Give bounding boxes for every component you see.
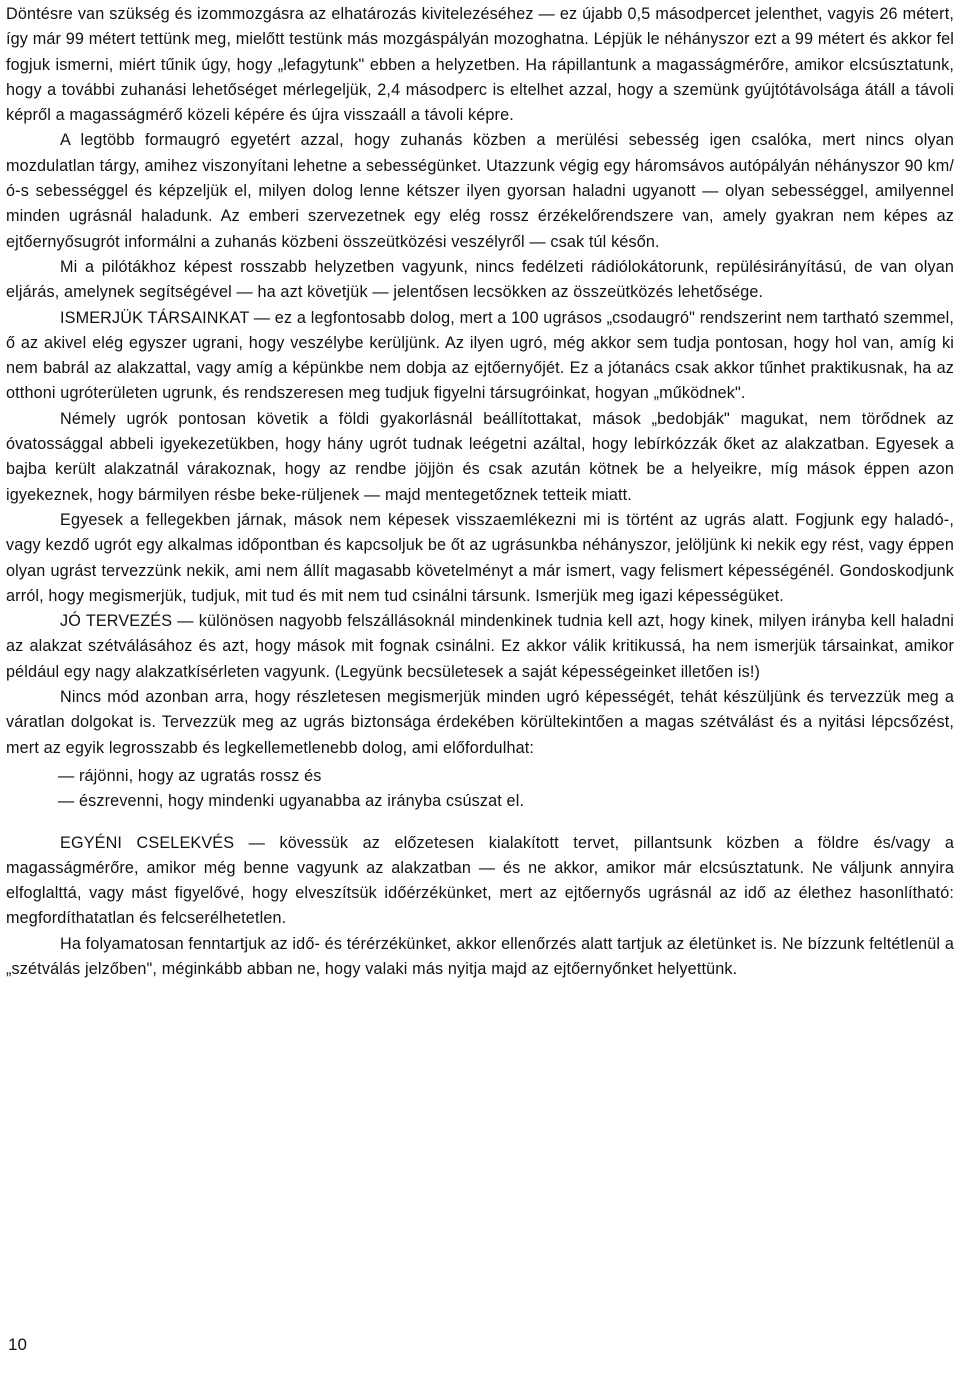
body-paragraph: Mi a pilótákhoz képest rosszabb helyzetben vagyunk, nincs fedélzeti rádiólokátorunk, repülésirányítású, de van olyan eljárás, amelynek segítségével — ha azt követjük — jelentősen lecsökken az összeütközés lehetősége.	[6, 257, 954, 302]
section-paragraph-egyeni-cselekves: EGYÉNI CSELEKVÉS — kövessük az előzetesen kialakított tervet, pillantsunk közben a földre és/vagy a magasságmérőre, amikor még benne vagyunk az alakzatban — és ne akkor, amikor már elcsúsztatunk. Ne váljunk annyira elfoglalttá, vagy mást figyelővé, hogy elveszítsük időérzékünket, mert az ejtőernyős ugrásnál az idő az élethez hasonlítható: megfordíthatatlan és felcserélhetetlen.	[6, 833, 954, 928]
body-paragraph: Ha folyamatosan fenntartjuk az idő- és térérzékünket, akkor ellenőrzés alatt tartjuk az életünket is. Ne bízzunk feltétlenül a „szétválás jelzőben", méginkább abban ne, hogy valaki más nyitja majd az ejtőernyőnket helyettünk.	[6, 934, 954, 978]
dash-list-item: — rájönni, hogy az ugratás rossz és	[58, 766, 322, 785]
section-paragraph-ismerjuk-tarsainkat: ISMERJÜK TÁRSAINKAT — ez a legfontosabb dolog, mert a 100 ugrásos „csodaugró" rendszerint nem tartható szemmel, ő az akivel elég egyszer ugrani, hogy veszélybe kerüljünk. Az ilyen ugró, még akkor sem tudja pontosan, hogy hol van, amíg ki nem babrál az alakzattal, vagy amíg a képünkbe nem dobja az ejtőernyőjét. Ez a jótanács csak akkor tűnhet praktikusnak, ha az otthoni ugróterületen ugrunk, és rendszeresen meg tudjuk figyelni társugróinkat, hogyan „működnek".	[6, 308, 954, 403]
body-paragraph: A legtöbb formaugró egyetért azzal, hogy zuhanás közben a merülési sebesség igen csalóka, mert nincs olyan mozdulatlan tárgy, amihez viszonyítani lehetne a sebességünket. Utazzunk végig egy háromsávos autópályán néhányszor 90 km/ó-s sebességgel és képzeljük el, milyen dolog lenne kétszer ilyen gyorsan haladni ugyanott — olyan sebességgel, amilyennel minden ugrásnál haladunk. Az emberi szervezetnek egy elég rossz érzékelőrendszere van, amely gyakran nem képes az ejtőernyősugrót informálni a zuhanás közbeni összeütközési veszélyről — csak túl későn.	[6, 131, 954, 251]
dash-list	[6, 764, 954, 815]
body-paragraph: Egyesek a fellegekben járnak, mások nem képesek visszaemlékezni mi is történt az ugrás alatt. Fogjunk egy haladó-, vagy kezdő ugrót egy alkalmas időpontban és kapcsoljuk be őt az ugrásunkba néhányszor, jelöljünk ki nekik egy rést, vagy éppen olyan ugrást tervezzünk nekik, ami nem állít magasabb követelményt a már ismert, vagy felismert képességénél. Gondoskodjunk arról, hogy megismerjük, tudjuk, mit tud és mit nem tud csinálni társunk. Ismerjük meg igazi képességüket.	[6, 510, 954, 605]
page-number: 10	[8, 1335, 27, 1354]
dash-list-item: — észrevenni, hogy mindenki ugyanabba az irányba csúszat el.	[58, 792, 525, 811]
body-paragraph: Döntésre van szükség és izommozgásra az elhatározás kivitelezéséhez — ez újabb 0,5 másodpercet jelenthet, vagyis 26 métert, így már 99 métert tettünk meg, mielőtt testünk más mozgáspályán mozoghatna. Lépjük le néhányszor ezt a 99 métert és akkor fel fogjuk ismerni, miért tűnik úgy, hogy „lefagytunk" ebben a helyzetben. Ha rápillantunk a magasságmérőre, amikor elcsúsztatunk, hogy a további zuhanási lehetőséget mérlegeljük, 2,4 másodperc is eltelhet azzal, hogy a szemünk gyújtótávolsága átáll a távoli képről a magasságmérő közeli képére és újra visszaáll a távoli képre.	[6, 5, 954, 125]
body-paragraph: Némely ugrók pontosan követik a földi gyakorlásnál beállítottakat, mások „bedobják" magukat, nem törődnek az óvatossággal abbeli igyekezetükben, hogy hány ugrót tudnak leégetni azáltal, hogy lebírkózzák őket az alakzatban. Egyesek a bajba került alakzatnál várakoznak, hogy az rendbe jöjjön és csak azután kötnek be a helyeikre, míg mások éppen azon igyekeznek, hogy bármilyen résbe beke-rüljenek — majd mentegetőznek tetteik miatt.	[6, 409, 954, 504]
document-page	[6, 0, 954, 982]
section-paragraph-jo-tervezes: JÓ TERVEZÉS — különösen nagyobb felszállásoknál mindenkinek tudnia kell azt, hogy kinek, milyen irányba kell haladni az alakzat szétválásához és azt, hogy mások mit fognak csinálni. Ez akkor válik kritikussá, ha nem ismerjük társainkat, amikor például egy nagy alakzatkísérleten vagyunk. (Legyünk becsületesek a saját képességeinket illetően is!)	[6, 612, 954, 681]
body-paragraph: Nincs mód azonban arra, hogy részletesen megismerjük minden ugró képességét, tehát készüljünk és tervezzük meg a váratlan dolgokat is. Tervezzük meg az ugrás biztonsága érdekében körültekintően a magas szétválást és a nyitási lépcsőzést, mert az egyik legrosszabb és legkellemetlenebb dolog, ami előfordulhat:	[6, 688, 954, 757]
